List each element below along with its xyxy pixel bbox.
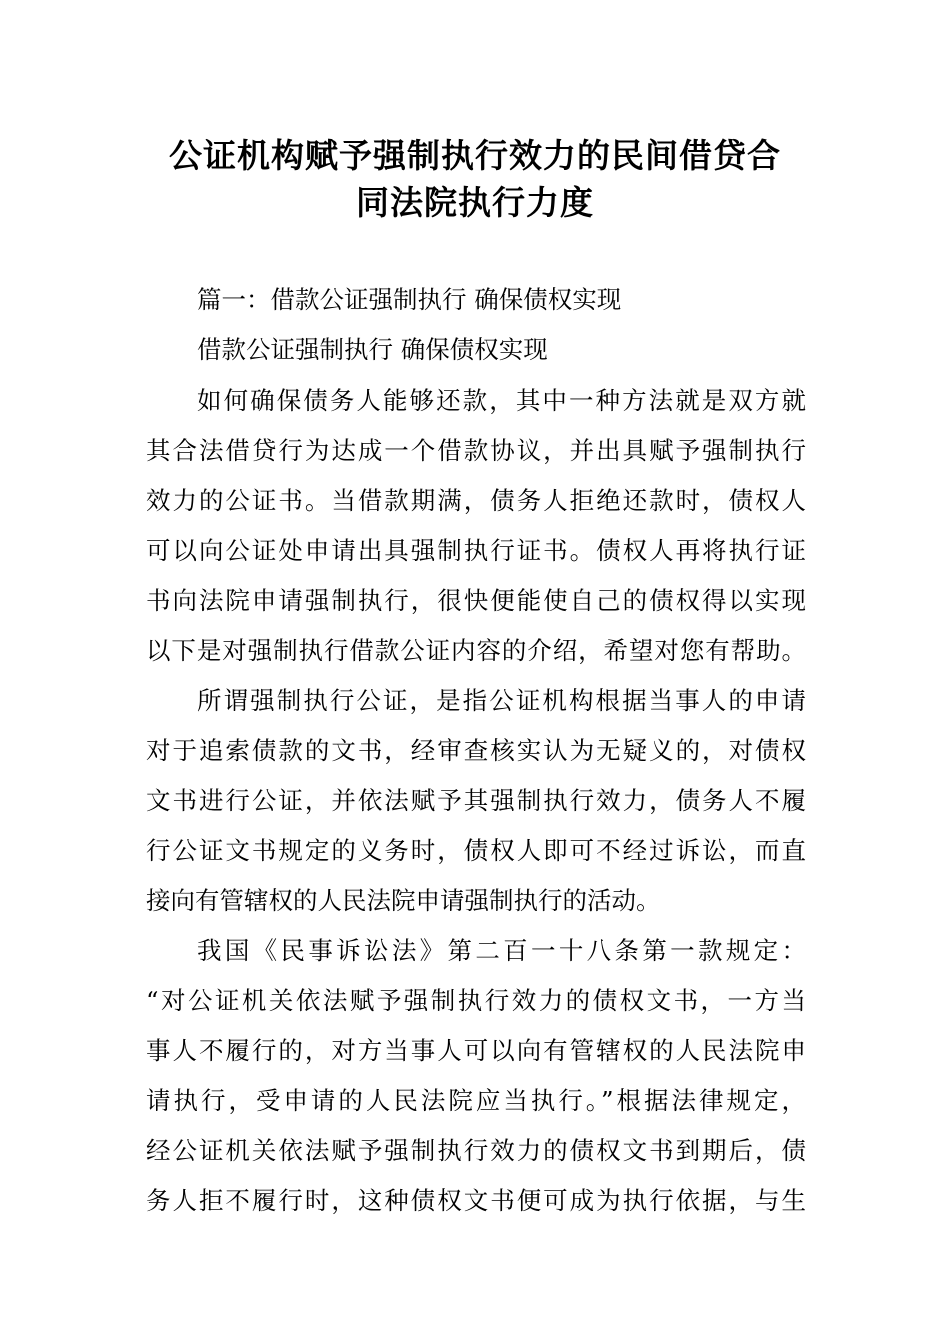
paragraph-line: 行公证文书规定的义务时，债权人即可不经过诉讼，而直 [146, 836, 806, 865]
paragraph-line: 务人拒不履行时，这种债权文书便可成为执行依据，与生 [146, 1186, 806, 1215]
paragraph-line: 我国《民事诉讼法》第二百一十八条第一款规定： [197, 936, 806, 965]
paragraph-line: 以下是对强制执行借款公证内容的介绍，希望对您有帮助。 [146, 636, 806, 665]
document-title-line-2: 同法院执行力度 [356, 183, 594, 222]
paragraph-line: 效力的公证书。当借款期满，债务人拒绝还款时，债权人 [146, 486, 806, 515]
paragraph-line: 对于追索债款的文书，经审查核实认为无疑义的，对债权 [146, 736, 806, 765]
paragraph-line: 其合法借贷行为达成一个借款协议，并出具赋予强制执行 [146, 436, 806, 465]
paragraph-line: “对公证机关依法赋予强制执行效力的债权文书，一方当 [146, 986, 806, 1015]
paragraph-line: 可以向公证处申请出具强制执行证书。债权人再将执行证 [146, 536, 806, 565]
paragraph-line: 事人不履行的，对方当事人可以向有管辖权的人民法院申 [146, 1036, 806, 1065]
paragraph-line: 文书进行公证，并依法赋予其强制执行效力，债务人不履 [146, 786, 806, 815]
article-subtitle: 借款公证强制执行 确保债权实现 [197, 335, 548, 364]
paragraph-line: 经公证机关依法赋予强制执行效力的债权文书到期后，债 [146, 1136, 806, 1165]
section-heading: 篇一：借款公证强制执行 确保债权实现 [197, 285, 622, 314]
paragraph-line: 如何确保债务人能够还款，其中一种方法就是双方就 [197, 386, 806, 415]
paragraph-line: 接向有管辖权的人民法院申请强制执行的活动。 [146, 886, 661, 915]
document-title-line-1: 公证机构赋予强制执行效力的民间借贷合 [169, 136, 781, 175]
paragraph-line: 所谓强制执行公证，是指公证机构根据当事人的申请 [197, 686, 806, 715]
paragraph-line: 请执行，受申请的人民法院应当执行。”根据法律规定， [146, 1086, 806, 1115]
paragraph-line: 书向法院申请强制执行，很快便能使自己的债权得以实现 [146, 586, 806, 615]
